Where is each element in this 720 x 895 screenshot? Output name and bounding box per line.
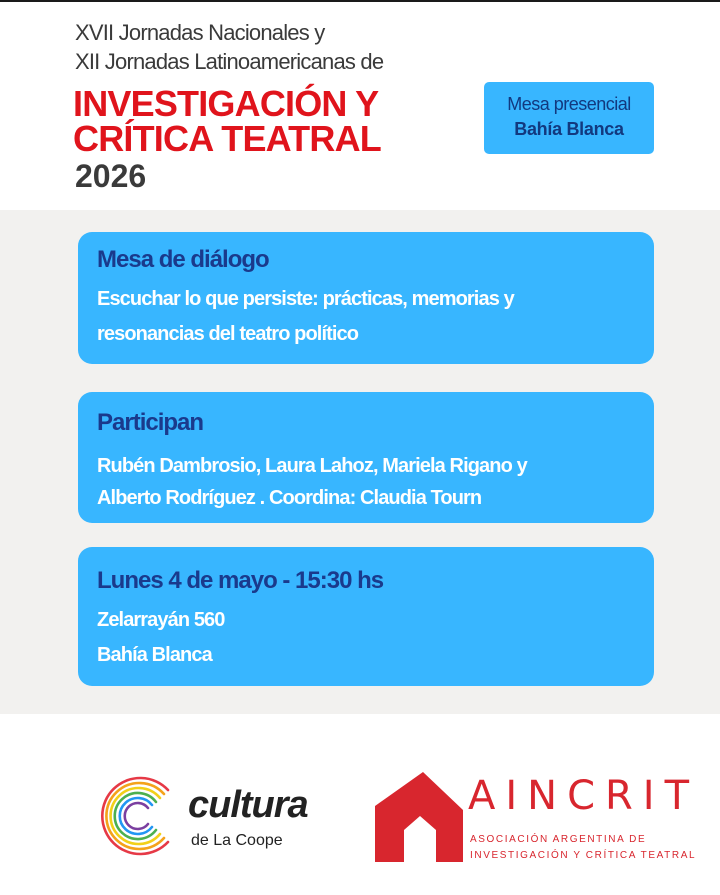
aincrit-subtitle-line2: INVESTIGACIÓN Y CRÍTICA TEATRAL: [470, 850, 697, 861]
header: [0, 2, 720, 210]
participants-card-line2: Alberto Rodríguez . Coordina: Claudia Tourn: [97, 487, 482, 509]
aincrit-subtitle-line1: ASOCIACIÓN ARGENTINA DE: [470, 834, 647, 845]
dialog-card-line2: resonancias del teatro político: [97, 323, 359, 345]
aincrit-tent-logo-icon: [375, 772, 465, 862]
mode-badge-line2: Bahía Blanca: [514, 119, 624, 139]
mode-badge-line1: Mesa presencial: [507, 94, 631, 114]
event-title-line1: INVESTIGACIÓN Y: [73, 83, 379, 124]
event-edition-line1: XVII Jornadas Nacionales y: [75, 20, 325, 45]
event-year: 2026: [75, 158, 147, 194]
participants-card-line1: Rubén Dambrosio, Laura Lahoz, Mariela Rigano y: [97, 455, 527, 477]
dialog-card-line1: Escuchar lo que persiste: prácticas, memorias y: [97, 288, 514, 310]
cultura-coope-logo-icon: [96, 774, 180, 858]
schedule-card: [78, 547, 654, 686]
event-title-line2: CRÍTICA TEATRAL: [73, 118, 381, 159]
mode-badge: [484, 82, 654, 154]
dialog-card: [78, 232, 654, 364]
schedule-card-address: Zelarrayán 560: [97, 609, 225, 631]
cultura-subtitle: de La Coope: [191, 832, 283, 849]
event-edition-line2: XII Jornadas Latinoamericanas de: [75, 49, 384, 74]
participants-card: [78, 392, 654, 523]
cultura-wordmark: cultura: [188, 784, 308, 826]
aincrit-wordmark: AINCRIT: [468, 773, 700, 819]
participants-card-title: Participan: [97, 409, 204, 436]
schedule-card-city: Bahía Blanca: [97, 644, 212, 666]
dialog-card-title: Mesa de diálogo: [97, 246, 269, 273]
schedule-card-title: Lunes 4 de mayo - 15:30 hs: [97, 567, 384, 594]
